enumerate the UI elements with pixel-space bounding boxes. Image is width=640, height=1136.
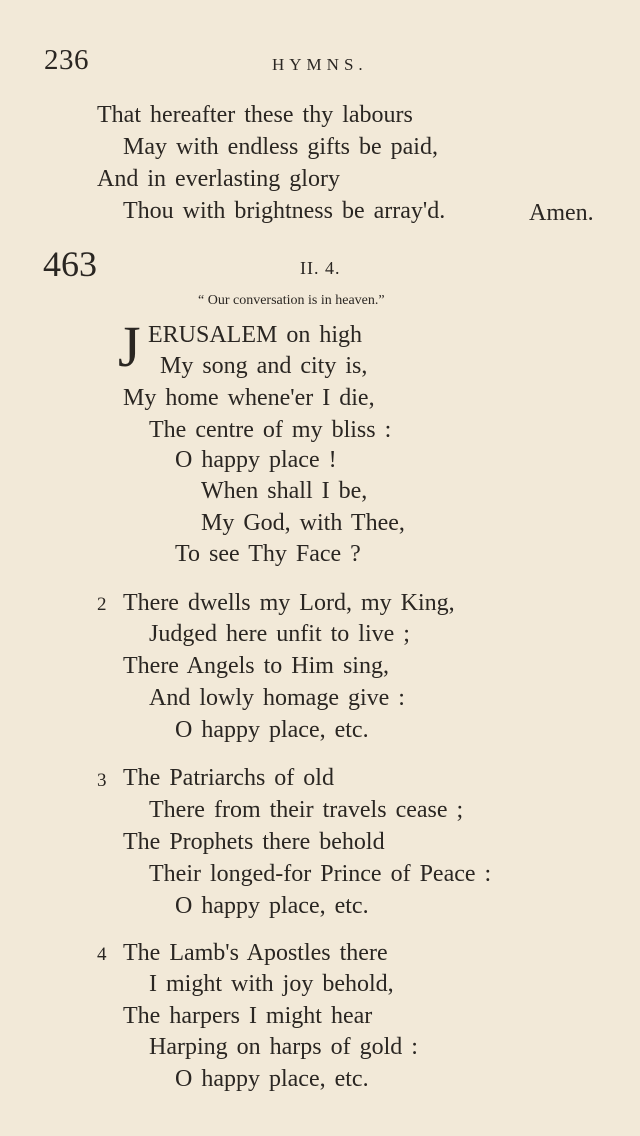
verse-line: There Angels to Him sing,	[123, 653, 389, 679]
verse-line: The Prophets there behold	[123, 829, 385, 855]
verse-line: When shall I be,	[201, 478, 368, 504]
verse-line: O happy place, etc.	[175, 1066, 369, 1092]
verse-line: There from their travels cease ;	[149, 797, 464, 823]
verse-line: Harping on harps of gold :	[149, 1034, 418, 1060]
verse-line: To see Thy Face ?	[175, 541, 361, 567]
verse-line: That hereafter these thy labours	[97, 102, 413, 128]
verse-line: And lowly homage give :	[149, 685, 405, 711]
amen: Amen.	[529, 200, 594, 226]
verse-line: And in everlasting glory	[97, 166, 340, 192]
verse-number: 3	[97, 770, 107, 791]
verse-line: O happy place, etc.	[175, 717, 369, 743]
page-number: 236	[44, 44, 89, 76]
verse-line: May with endless gifts be paid,	[123, 134, 438, 160]
verse-line: There dwells my Lord, my King,	[123, 590, 455, 616]
verse-line: ERUSALEM on high	[148, 322, 363, 348]
drop-cap: J	[118, 314, 141, 379]
running-head: HYMNS.	[272, 55, 368, 74]
verse-line: Judged here unfit to live ;	[149, 621, 410, 647]
hymn-epigraph: “ Our conversation is in heaven.”	[198, 293, 385, 308]
hymn-number: 463	[43, 244, 97, 284]
verse-line: I might with joy behold,	[149, 971, 394, 997]
verse-line: My home whene'er I die,	[123, 385, 375, 411]
hymn-meter: II. 4.	[300, 258, 341, 278]
verse-line: Their longed-for Prince of Peace :	[149, 861, 492, 887]
verse-line: The Patriarchs of old	[123, 765, 334, 791]
verse-line: The centre of my bliss :	[149, 417, 392, 443]
verse-line: Thou with brightness be array'd.	[123, 198, 446, 224]
verse-line: The Lamb's Apostles there	[123, 940, 388, 966]
verse-line: The harpers I might hear	[123, 1003, 373, 1029]
verse-number: 2	[97, 594, 107, 615]
verse-line: O happy place !	[175, 447, 337, 473]
verse-number: 4	[97, 944, 107, 965]
verse-line: O happy place, etc.	[175, 893, 369, 919]
verse-line: My song and city is,	[160, 353, 368, 379]
verse-line: My God, with Thee,	[201, 510, 405, 536]
